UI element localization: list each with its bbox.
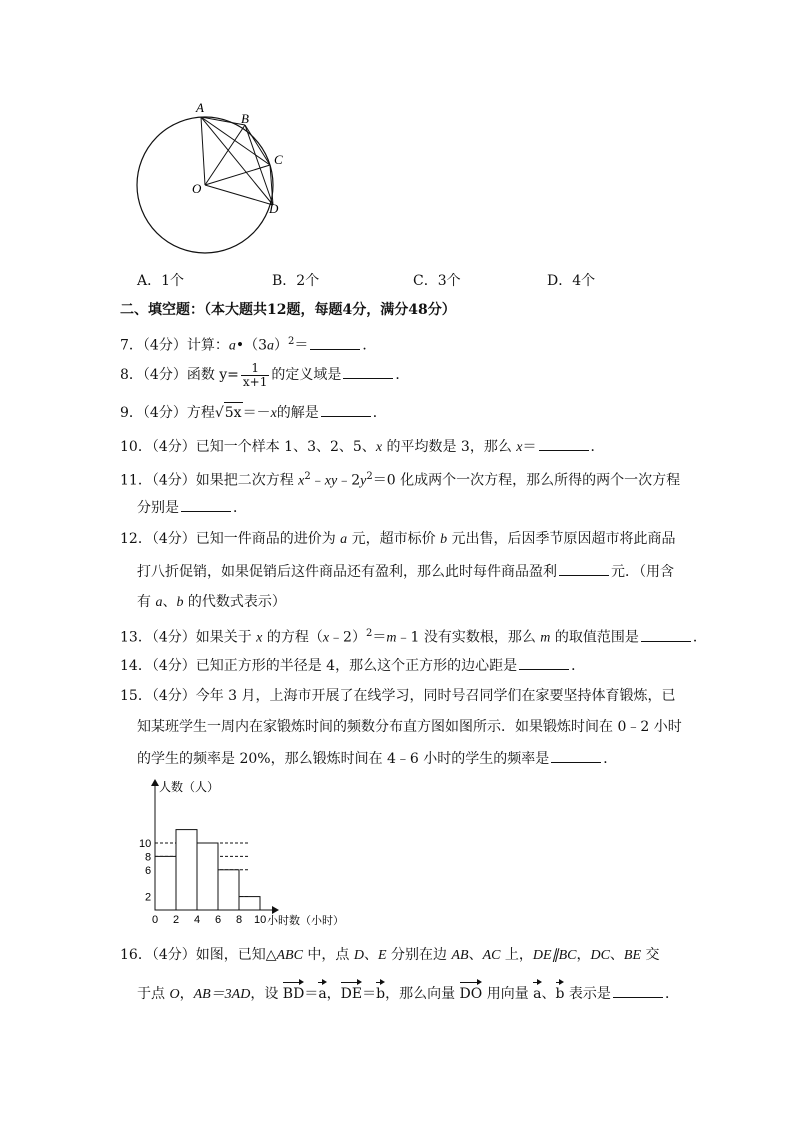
vector-bd: BD xyxy=(283,981,305,1004)
section-heading: 二、填空题：（本大题共12题，每题4分，满分48分） xyxy=(120,302,456,318)
label-A: A xyxy=(196,100,204,115)
y-tick-label: 8 xyxy=(145,851,152,864)
x-tick-label: 4 xyxy=(194,914,201,926)
vector-a-2: a xyxy=(533,981,541,1004)
vector-do: DO xyxy=(460,981,483,1004)
histogram-bar xyxy=(176,830,197,910)
question-7: 7．（4分）计算：$a•(3a)^2=$ ． xyxy=(120,336,377,354)
vector-b: b xyxy=(376,981,385,1004)
x-tick-label: 10 xyxy=(254,914,267,926)
question-11-line2: 分别是 ． xyxy=(137,497,247,518)
circle-figure xyxy=(130,95,300,260)
question-11: 11．（4分）如果把二次方程 $x^2﹣xy﹣2y^2=0$ 化成两个一次方程，那么所得的两个一次方程 xyxy=(120,471,681,489)
question-15-line2: 知某班学生一周内在家锻炼时间的频数分布直方图如图所示．如果锻炼时间在 0﹣2 小时 xyxy=(137,719,682,735)
option-c[interactable]: C．3个 xyxy=(413,273,461,289)
question-12-line2: 打八折促销，如果促销后这件商品还有盈利，那么此时每件商品盈利 元．（用含 xyxy=(137,561,674,582)
vector-de: DE xyxy=(341,981,362,1004)
question-16: 16．（4分）如图，已知△ABC 中，点 D、E 分别在边 AB、AC 上，DE∥BC，DC、BE 交 xyxy=(120,947,660,963)
answer-blank[interactable] xyxy=(181,497,231,512)
answer-blank[interactable] xyxy=(613,983,663,998)
label-C: C xyxy=(274,152,283,167)
question-8: 8．（4分）函数 y= $\frac{1}{x+1}$ 的定义域是 ． xyxy=(120,360,410,389)
sqrt-sign: √ xyxy=(214,405,224,421)
question-16-line2: 于点 O，AB＝3AD，设 BD＝a，DE＝b，那么向量 DO 用向量 a、b 表示是 ． xyxy=(137,981,679,1005)
x-tick-label: 6 xyxy=(215,914,222,926)
vector-a: a xyxy=(318,981,326,1004)
question-12-line3: 有 a、b 的代数式表示） xyxy=(137,594,286,610)
question-13: 13．（4分）如果关于 x 的方程（x﹣2）$^2$＝m﹣1 没有实数根，那么 m 的取值范围是 ． xyxy=(120,628,707,646)
answer-blank[interactable] xyxy=(641,627,691,642)
option-b[interactable]: B．2个 xyxy=(272,273,320,289)
y-axis-label: 人数（人） xyxy=(159,780,220,794)
label-B: B xyxy=(241,111,249,126)
label-D: D xyxy=(269,201,279,216)
histogram-bar xyxy=(239,897,260,910)
label-O: O xyxy=(192,181,202,196)
option-a[interactable]: A．1个 xyxy=(137,273,185,289)
question-15-line3: 的学生的频率是 20%，那么锻炼时间在 4﹣6 小时的学生的频率是 ． xyxy=(137,748,617,769)
question-9: 9．（4分）方程√5x＝－x的解是 ． xyxy=(120,402,387,424)
x-tick-label: 0 xyxy=(152,914,159,926)
y-tick-label: 10 xyxy=(139,838,152,850)
histogram-chart xyxy=(130,775,370,930)
option-d[interactable]: D．4个 xyxy=(547,273,596,289)
answer-blank[interactable] xyxy=(539,436,589,451)
fraction: $\frac{1}{x+1}$ xyxy=(242,360,268,389)
histogram-bar xyxy=(218,870,239,910)
answer-blank[interactable] xyxy=(321,402,371,417)
histogram-bar xyxy=(155,856,176,910)
answer-blank[interactable] xyxy=(519,655,569,670)
answer-blank[interactable] xyxy=(310,335,360,350)
y-tick-label: 6 xyxy=(145,864,152,877)
question-12: 12．（4分）已知一件商品的进价为 a 元，超市标价 b 元出售，后因季节原因超市将此商品 xyxy=(120,531,676,547)
answer-blank[interactable] xyxy=(559,561,609,576)
x-tick-label: 8 xyxy=(236,914,243,926)
question-14: 14．（4分）已知正方形的半径是 4，那么这个正方形的边心距是 ． xyxy=(120,655,585,676)
x-tick-label: 2 xyxy=(173,914,180,926)
answer-blank[interactable] xyxy=(551,748,601,763)
histogram-bar xyxy=(197,843,218,910)
question-15: 15．（4分）今年 3 月，上海市开展了在线学习，同时号召同学们在家要坚持体育锻炼，已 xyxy=(120,688,676,704)
answer-blank[interactable] xyxy=(343,364,393,379)
y-tick-label: 2 xyxy=(145,891,152,904)
vector-b-2: b xyxy=(556,981,565,1004)
x-axis-label: 小时数（小时） xyxy=(267,915,344,927)
question-10: 10．（4分）已知一个样本 1、3、2、5、x 的平均数是 3，那么 x＝ ． xyxy=(120,436,605,458)
